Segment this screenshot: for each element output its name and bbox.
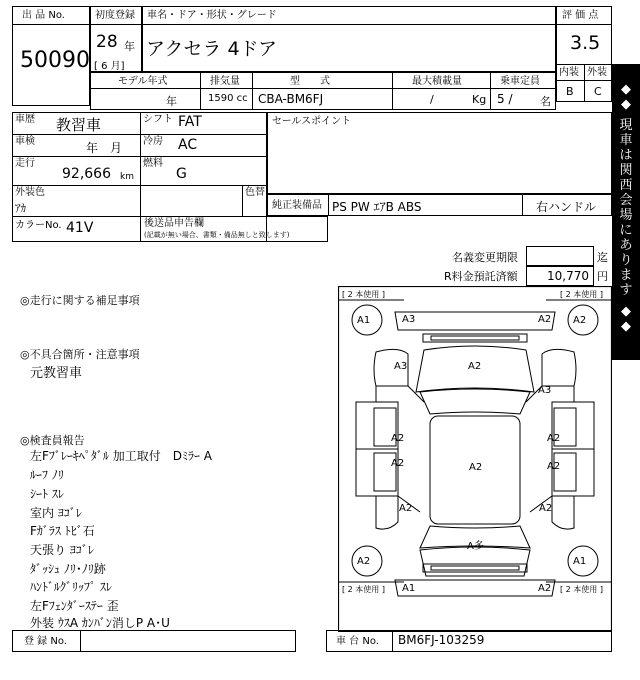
lot-label: 出 品 No. — [22, 10, 65, 21]
color-no-value: 41V — [66, 220, 94, 236]
interior-grade: B — [566, 85, 574, 98]
door-rear-right-grade: A2 — [547, 461, 561, 472]
banner-char: 現 — [619, 118, 633, 133]
banner-char: は — [619, 148, 633, 163]
inspector-line: ﾀﾞｯｼｭ ﾉﾘ･ﾉﾘ跡 — [30, 562, 106, 576]
inspection-value: 年 月 — [86, 141, 123, 155]
tire-front-right-grade: A2 — [573, 315, 587, 326]
defect-line: 元教習車 — [30, 366, 83, 381]
banner-char: あ — [619, 238, 633, 253]
shift-value: FAT — [178, 114, 202, 130]
trunk-grade: A多 — [467, 541, 484, 552]
banner-char: 西 — [619, 178, 633, 193]
ac-label: 冷房 — [143, 136, 163, 147]
fender-front-right-grade: A3 — [538, 385, 552, 396]
rear-bumper-right-grade: A2 — [538, 583, 552, 594]
reg-year: 28 — [96, 32, 118, 52]
load-unit: Kg — [472, 93, 487, 106]
tire-rear-left-grade: A2 — [357, 556, 371, 567]
tire-count-top-right: [ 2 本使用 ] — [560, 290, 603, 299]
banner-char: ま — [619, 268, 633, 283]
inspector-line: ﾊﾝﾄﾞﾙｸﾞﾘｯﾌﾟ ｽﾚ — [30, 580, 112, 594]
banner-char: す — [619, 283, 633, 298]
banner-char: ◆ — [621, 319, 631, 334]
reg-no-label: 登 録 No. — [24, 636, 67, 647]
banner-char: り — [619, 253, 633, 268]
banner-char: に — [619, 223, 633, 238]
displacement-value: 1590 cc — [208, 93, 248, 104]
reg-month: [ 6 月] — [94, 61, 125, 72]
equipment-label: 純正装備品 — [272, 200, 322, 211]
aftermarket-label: 後送品申告欄 — [144, 218, 204, 229]
inspector-line: 左Fﾌｪﾝﾀﾞｰｽﾃｰ 歪 — [30, 599, 119, 613]
history-value: 教習車 — [56, 116, 102, 134]
inspector-line: 外装 ｳｽA ｶﾝﾊﾞﾝ消しP A･U — [30, 616, 170, 630]
tire-front-left-grade: A1 — [357, 315, 371, 326]
inspection-label: 車検 — [15, 136, 35, 147]
chassis-number: BM6FJ-103259 — [398, 633, 485, 647]
banner-char: ◆ — [621, 82, 631, 97]
front-bumper-left-grade: A3 — [402, 314, 416, 325]
door-front-right-grade: A2 — [547, 433, 561, 444]
inspector-line: 左Fﾌﾞﾚｰｷﾍﾟﾀﾞﾙ 加工取付 Dﾐﾗｰ A — [30, 449, 212, 463]
capacity-unit: 名 — [540, 95, 551, 108]
driving-notes-label: ◎走行に関する補足事項 — [20, 294, 140, 307]
rear-bumper-left-grade: A1 — [402, 583, 416, 594]
name-change-unit: 迄 — [597, 251, 608, 264]
car-diagram — [338, 286, 612, 632]
recycle-unit: 円 — [597, 270, 608, 283]
banner-char: 会 — [619, 193, 633, 208]
banner-char: ◆ — [621, 97, 631, 112]
inspector-line: 天張り ﾖｺﾞﾚ — [30, 543, 94, 557]
sales-point-label: セールスポイント — [272, 116, 352, 127]
fuel-label: 燃料 — [143, 158, 163, 169]
handle-value: 右ハンドル — [536, 200, 597, 214]
tire-count-bottom-right: [ 2 本使用 ] — [560, 585, 603, 594]
reg-label: 初度登録 — [95, 10, 135, 21]
exterior-color-value: ｱｶ — [15, 202, 26, 215]
inspector-line: Fｶﾞﾗｽ ﾄﾋﾞ石 — [30, 524, 95, 538]
fuel-value: G — [176, 166, 187, 182]
inspector-line: 室内 ﾖｺﾞﾚ — [30, 506, 82, 520]
model-year-unit: 年 — [166, 95, 177, 108]
color-change-label: 色替 — [245, 187, 265, 198]
quarter-rear-left-grade: A2 — [399, 503, 413, 514]
capacity-value: 5 / — [497, 92, 513, 106]
lot-number: 50090 — [20, 48, 90, 73]
color-no-label: カラーNo. — [15, 220, 62, 231]
type-label: 型 式 — [290, 76, 330, 87]
roof-grade: A2 — [469, 462, 483, 473]
tire-count-bottom-left: [ 2 本使用 ] — [342, 585, 385, 594]
tire-rear-right-grade: A1 — [573, 556, 587, 567]
banner-char: ◆ — [621, 304, 631, 319]
recycle-value: 10,770 — [547, 269, 589, 283]
exterior-label: 外装 — [587, 67, 607, 78]
mileage-unit: km — [120, 172, 134, 182]
load-slash: / — [430, 93, 434, 106]
score-value: 3.5 — [570, 32, 601, 54]
model-year-label: モデル年式 — [118, 76, 168, 87]
inspector-line: ｼｰﾄ ｽﾚ — [30, 487, 64, 501]
car-name: アクセラ 4ドア — [146, 38, 277, 60]
banner-char: 場 — [619, 208, 633, 223]
exterior-grade: C — [594, 85, 602, 98]
hood-grade: A2 — [468, 361, 482, 372]
title-label: 車名・ドア・形状・グレード — [147, 10, 277, 21]
load-label: 最大積載量 — [412, 76, 462, 87]
exterior-color-label: 外装色 — [15, 187, 45, 198]
inspector-label: ◎検査員報告 — [20, 434, 85, 447]
history-label: 車歴 — [15, 114, 35, 125]
ac-value: AC — [178, 137, 198, 153]
inspector-line: ﾙｰﾌ ﾉﾘ — [30, 468, 64, 482]
chassis-label: 車 台 No. — [336, 636, 379, 647]
aftermarket-note: (記載が無い場合、書類・備品無しと致します) — [144, 231, 290, 239]
equipment-value: PS PW ｴｱB ABS — [332, 200, 422, 214]
banner-char: 車 — [619, 133, 633, 148]
defects-label: ◎不具合箇所・注意事項 — [20, 348, 140, 361]
mileage-label: 走行 — [15, 158, 35, 169]
capacity-label: 乗車定員 — [500, 76, 540, 87]
name-change-label: 名義変更期限 — [452, 251, 518, 264]
score-label: 評 価 点 — [562, 10, 599, 21]
quarter-rear-right-grade: A2 — [539, 503, 553, 514]
fender-front-left-grade: A3 — [394, 361, 408, 372]
type-value: CBA-BM6FJ — [258, 92, 324, 106]
shift-label: シフト — [143, 114, 173, 125]
mileage-value: 92,666 — [62, 166, 111, 182]
door-rear-left-grade: A2 — [391, 458, 405, 469]
recycle-label: R料金預託済額 — [444, 270, 518, 283]
name-change-box — [526, 246, 594, 266]
interior-label: 内装 — [559, 67, 579, 78]
door-front-left-grade: A2 — [391, 433, 405, 444]
banner-char: 関 — [619, 163, 633, 178]
front-bumper-right-grade: A2 — [538, 314, 552, 325]
displacement-label: 排気量 — [210, 76, 240, 87]
location-banner — [612, 64, 640, 360]
tire-count-top-left: [ 2 本使用 ] — [342, 290, 385, 299]
reg-year-unit: 年 — [124, 40, 135, 53]
